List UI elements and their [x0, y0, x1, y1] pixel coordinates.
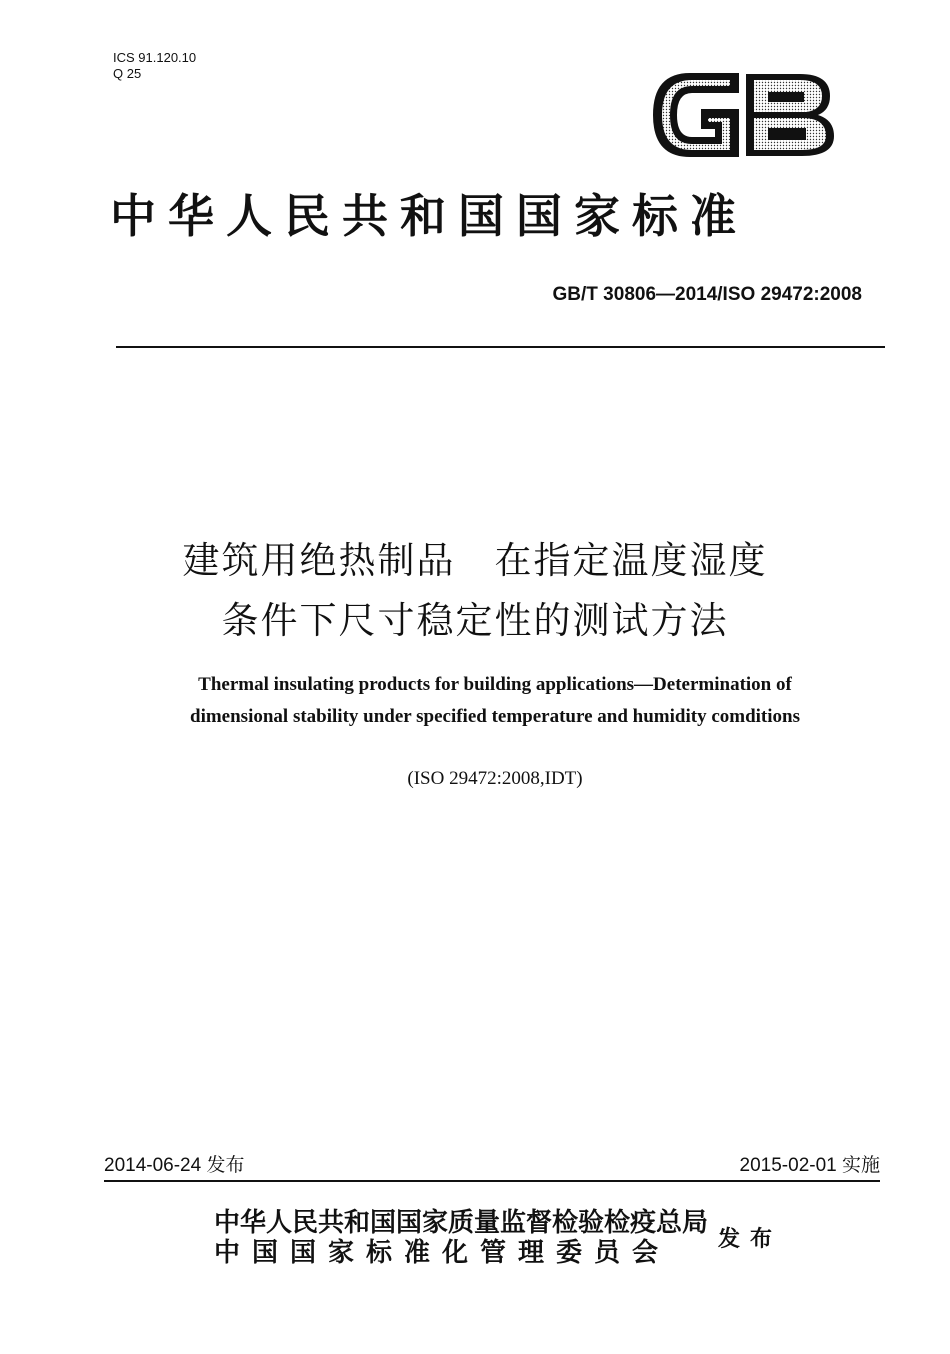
footer-divider [104, 1180, 880, 1182]
chinese-title-line-1: 建筑用绝热制品 在指定温度湿度 [182, 539, 768, 582]
header-divider [116, 346, 885, 348]
issuer-sac: 中国国家标准化管理委员会 [214, 1238, 671, 1268]
publish-label: 发布 [718, 1226, 783, 1252]
english-title-line-2: dimensional stability under specified temperature and humidity comditions [190, 706, 800, 727]
standard-number: GB/T 30806—2014/ISO 29472:2008 [552, 284, 862, 305]
classification-codes [113, 50, 196, 82]
implementation-date: 2015-02-01 实施 [739, 1155, 880, 1176]
issuer-aqsiq: 中华人民共和国国家质量监督检验检疫总局 [214, 1208, 709, 1238]
ics-code: ICS 91.120.10 [113, 50, 197, 65]
english-title-line-1: Thermal insulating products for building applications—Determination of [198, 674, 792, 695]
chinese-title-line-2: 条件下尺寸稳定性的测试方法 [221, 599, 729, 642]
issue-date: 2014-06-24 发布 [104, 1155, 245, 1176]
ccs-code: Q 25 [113, 66, 142, 81]
gb-standard-logo-icon [650, 66, 838, 164]
national-standard-heading: 中华人民共和国国家标准 [110, 189, 748, 243]
iso-reference: (ISO 29472:2008,IDT) [407, 768, 583, 789]
